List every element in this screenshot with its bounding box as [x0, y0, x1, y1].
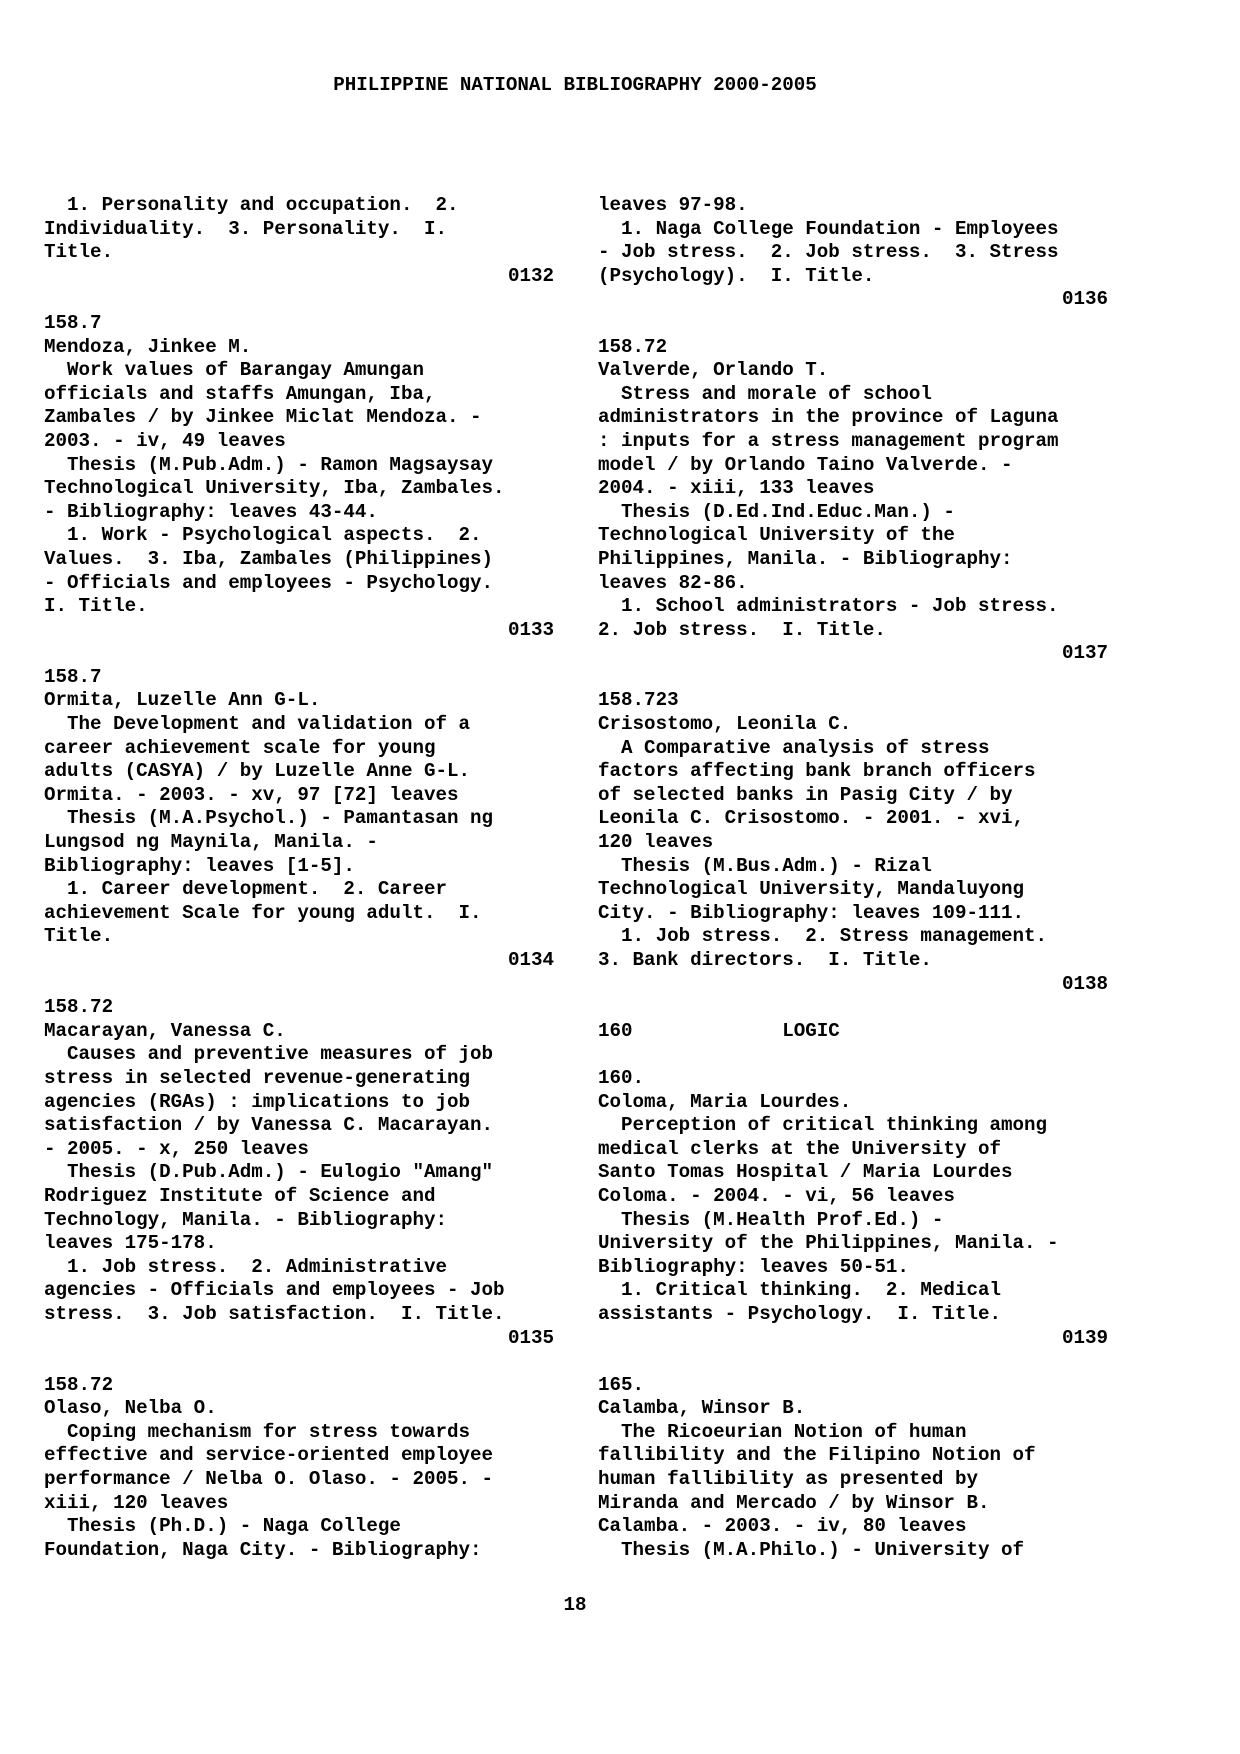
text-line: leaves 82-86. — [598, 571, 748, 594]
text-line: Individuality. 3. Personality. I. — [44, 217, 448, 240]
text-line — [598, 666, 1108, 690]
text-line: assistants - Psychology. I. Title. — [598, 1302, 1002, 1325]
text-line: - Bibliography: leaves 43-44. — [44, 500, 378, 523]
text-line: Thesis (M.A.Psychol.) - Pamantasan ng — [44, 807, 494, 830]
text-line: A Comparative analysis of stress — [598, 736, 990, 759]
text-line: Calamba. - 2003. - iv, 80 leaves — [598, 1515, 967, 1538]
text-line — [598, 1043, 1108, 1067]
entry-number: 0135 — [507, 1326, 554, 1349]
text-line: - Job stress. 2. Job stress. 3. Stress — [598, 241, 1059, 264]
text-line: fallibility and the Filipino Notion of — [598, 1444, 1036, 1467]
text-line: Thesis (M.Bus.Adm.) - Rizal — [598, 854, 932, 877]
text-line: adults (CASYA) / by Luzelle Anne G-L. — [44, 760, 471, 783]
text-line: University of the Philippines, Manila. - — [598, 1232, 1059, 1255]
text-line — [598, 996, 1108, 1020]
text-line: 158.723 — [598, 689, 679, 712]
page-header: PHILIPPINE NATIONAL BIBLIOGRAPHY 2000-2005 — [333, 74, 817, 96]
text-line: 1. Naga College Foundation - Employees — [598, 217, 1059, 240]
text-line: career achievement scale for young — [44, 736, 436, 759]
text-line: Zambales / by Jinkee Miclat Mendoza. - — [44, 406, 482, 429]
text-line: Coloma. - 2004. - vi, 56 leaves — [598, 1184, 955, 1207]
text-line: stress in selected revenue-generating — [44, 1066, 471, 1089]
text-line: 1. School administrators - Job stress. — [598, 595, 1059, 618]
text-line — [598, 1350, 1108, 1374]
text-line: City. - Bibliography: leaves 109-111. — [598, 901, 1025, 924]
text-line: Valverde, Orlando T. — [598, 359, 829, 382]
text-line: Ormita. - 2003. - xv, 97 [72] leaves — [44, 783, 459, 806]
right-column — [598, 194, 1108, 1562]
left-column — [44, 194, 554, 1562]
text-line: 1. Work - Psychological aspects. 2. — [44, 524, 482, 547]
text-line: The Ricoeurian Notion of human — [598, 1420, 967, 1443]
text-line: Santo Tomas Hospital / Maria Lourdes — [598, 1161, 1013, 1184]
text-line: satisfaction / by Vanessa C. Macarayan. — [44, 1114, 494, 1137]
text-line: Foundation, Naga City. - Bibliography: — [44, 1538, 482, 1561]
text-line: Thesis (D.Ed.Ind.Educ.Man.) - — [598, 500, 955, 523]
text-line: 2003. - iv, 49 leaves — [44, 429, 286, 452]
text-line: Leonila C. Crisostomo. - 2001. - xvi, — [598, 807, 1025, 830]
text-line: 1. Critical thinking. 2. Medical — [598, 1279, 1002, 1302]
text-line: Philippines, Manila. - Bibliography: — [598, 547, 1013, 570]
text-line: I. Title. — [44, 595, 148, 618]
text-line — [44, 973, 554, 997]
text-line: 158.72 — [44, 996, 114, 1019]
text-line: factors affecting bank branch officers — [598, 760, 1036, 783]
text-line: Technological University of the — [598, 524, 955, 547]
text-line: effective and service-oriented employee — [44, 1444, 494, 1467]
entry-number: 0132 — [507, 264, 554, 287]
text-line: Thesis (D.Pub.Adm.) - Eulogio "Amang" — [44, 1161, 494, 1184]
text-line — [44, 1350, 554, 1374]
text-line: - Officials and employees - Psychology. — [44, 571, 494, 594]
text-line: 1. Job stress. 2. Administrative — [44, 1255, 448, 1278]
text-line — [598, 312, 1108, 336]
entry-number: 0139 — [1061, 1326, 1108, 1349]
text-line: 160 LOGIC — [598, 1019, 840, 1042]
text-line: leaves 175-178. — [44, 1232, 217, 1255]
entry-number: 0138 — [1061, 972, 1108, 995]
entry-number: 0134 — [507, 949, 554, 971]
text-line: Miranda and Mercado / by Winsor B. — [598, 1491, 990, 1514]
text-line — [44, 288, 554, 312]
text-line: Title. — [44, 925, 114, 948]
text-line: Mendoza, Jinkee M. — [44, 335, 252, 358]
text-line: - 2005. - x, 250 leaves — [44, 1137, 309, 1160]
text-line: Rodriguez Institute of Science and — [44, 1184, 436, 1207]
text-line: xiii, 120 leaves — [44, 1491, 229, 1514]
text-line: human fallibility as presented by — [598, 1468, 978, 1491]
entry-number: 0136 — [1061, 288, 1108, 311]
text-line: The Development and validation of a — [44, 713, 471, 736]
text-line: Bibliography: leaves 50-51. — [598, 1255, 909, 1278]
text-line: Causes and preventive measures of job — [44, 1043, 494, 1066]
text-line: Macarayan, Vanessa C. — [44, 1019, 286, 1042]
text-line: 158.7 — [44, 311, 102, 334]
text-line: Technology, Manila. - Bibliography: — [44, 1208, 448, 1231]
text-line: Technological University, Mandaluyong — [598, 878, 1025, 901]
text-line: stress. 3. Job satisfaction. I. Title. — [44, 1302, 505, 1325]
text-line: 120 leaves — [598, 831, 714, 854]
text-line: 2004. - xiii, 133 leaves — [598, 477, 875, 500]
text-line: Coping mechanism for stress towards — [44, 1420, 471, 1443]
text-line: Lungsod ng Maynila, Manila. - — [44, 831, 378, 854]
text-line: : inputs for a stress management program — [598, 429, 1059, 452]
text-line: Olaso, Nelba O. — [44, 1397, 217, 1420]
text-line: 3. Bank directors. I. Title. — [598, 949, 932, 971]
text-line: Crisostomo, Leonila C. — [598, 713, 852, 736]
text-line: of selected banks in Pasig City / by — [598, 783, 1013, 806]
text-line: Perception of critical thinking among — [598, 1114, 1048, 1137]
text-line: 158.72 — [598, 335, 668, 358]
text-line: Thesis (Ph.D.) - Naga College — [44, 1515, 401, 1538]
page-number: 18 — [563, 1594, 587, 1616]
text-line: Calamba, Winsor B. — [598, 1397, 806, 1420]
text-line: 158.7 — [44, 665, 102, 688]
text-line: 2. Job stress. I. Title. — [598, 618, 886, 641]
text-line: Ormita, Luzelle Ann G-L. — [44, 689, 321, 712]
text-line: 1. Job stress. 2. Stress management. — [598, 925, 1048, 948]
entry-number: 0133 — [507, 618, 554, 641]
text-line: achievement Scale for young adult. I. — [44, 901, 482, 924]
text-line: performance / Nelba O. Olaso. - 2005. - — [44, 1468, 494, 1491]
text-line: officials and staffs Amungan, Iba, — [44, 382, 436, 405]
text-line: Technological University, Iba, Zambales. — [44, 477, 505, 500]
entry-number: 0137 — [1061, 642, 1108, 665]
text-line: 158.72 — [44, 1373, 114, 1396]
text-line: 1. Personality and occupation. 2. — [44, 194, 459, 216]
text-line: Stress and morale of school — [598, 382, 932, 405]
text-line: Thesis (M.Health Prof.Ed.) - — [598, 1208, 944, 1231]
text-line: administrators in the province of Laguna — [598, 406, 1059, 429]
text-line: Work values of Barangay Amungan — [44, 359, 424, 382]
text-line: model / by Orlando Taino Valverde. - — [598, 453, 1013, 476]
text-line: agencies - Officials and employees - Job — [44, 1279, 505, 1302]
text-line — [44, 642, 554, 666]
text-line: Thesis (M.A.Philo.) - University of — [598, 1538, 1025, 1561]
text-line: medical clerks at the University of — [598, 1137, 1002, 1160]
text-line: 1. Career development. 2. Career — [44, 878, 448, 901]
text-line: Title. — [44, 241, 114, 264]
text-line: leaves 97-98. — [598, 194, 748, 216]
text-line: (Psychology). I. Title. — [598, 264, 875, 287]
text-line: 160. — [598, 1066, 645, 1089]
text-line: Bibliography: leaves [1-5]. — [44, 854, 355, 877]
text-line: Thesis (M.Pub.Adm.) - Ramon Magsaysay — [44, 453, 494, 476]
text-line: Coloma, Maria Lourdes. — [598, 1090, 852, 1113]
text-line: 165. — [598, 1373, 645, 1396]
text-line: Values. 3. Iba, Zambales (Philippines) — [44, 547, 494, 570]
text-line: agencies (RGAs) : implications to job — [44, 1090, 471, 1113]
